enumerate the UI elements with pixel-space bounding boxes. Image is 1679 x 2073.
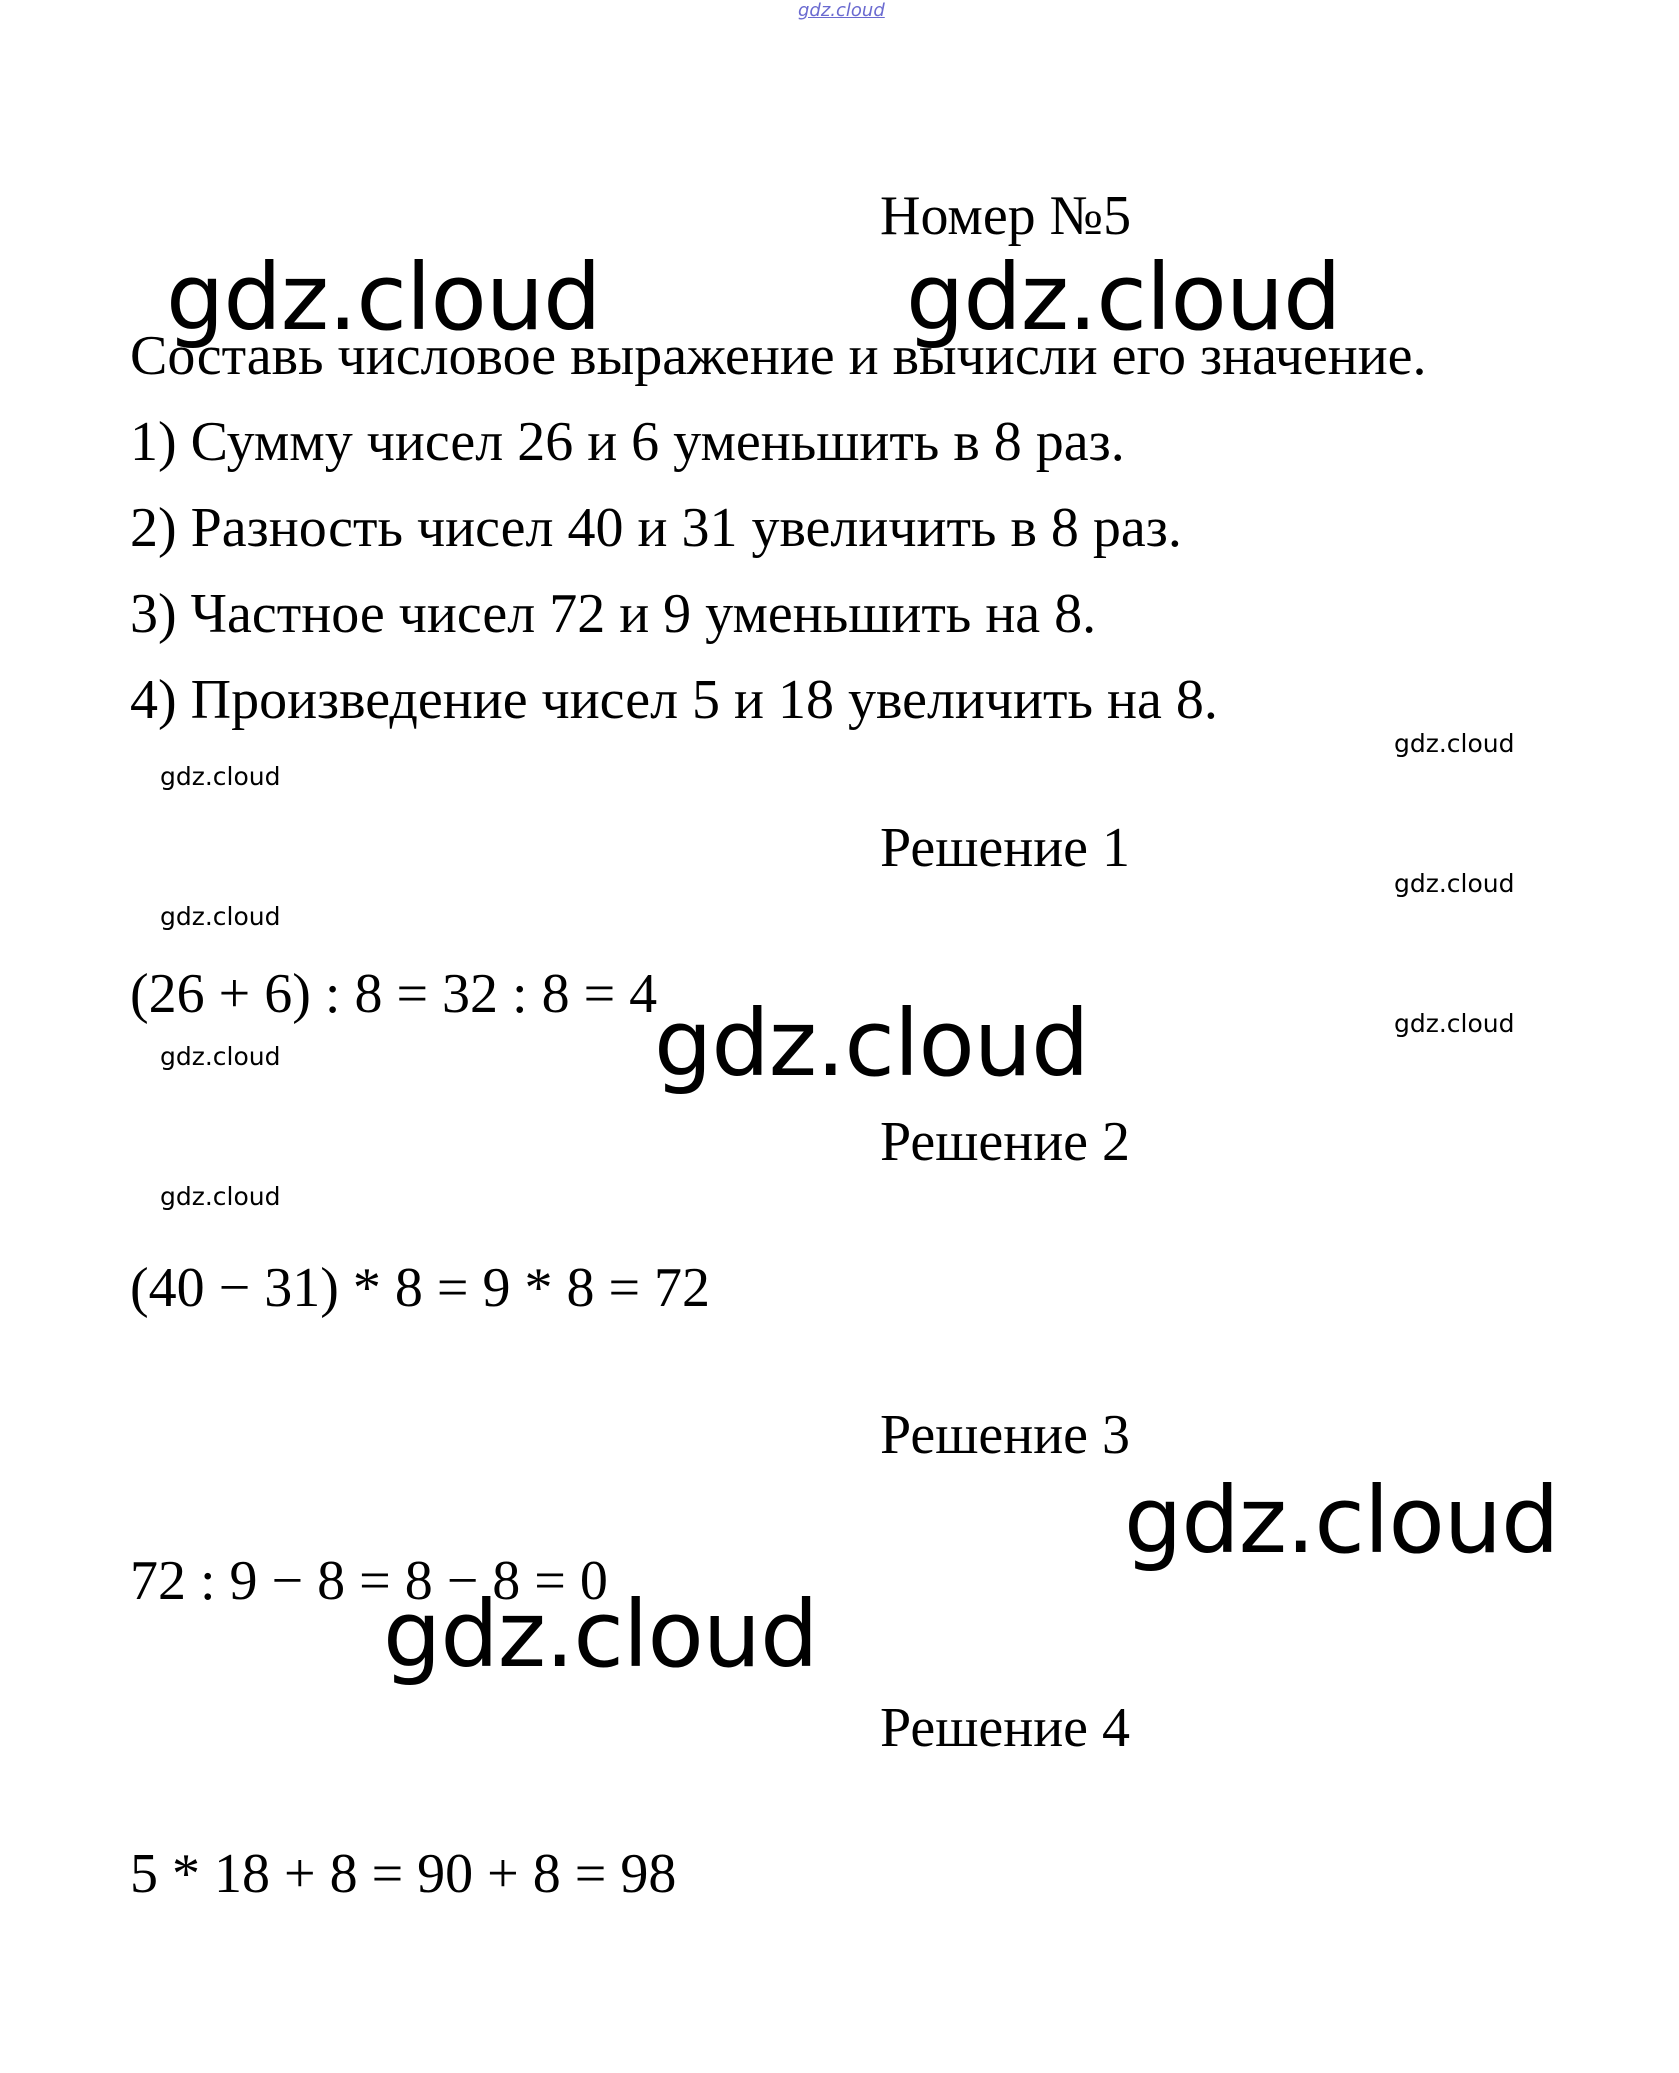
watermark: gdz.cloud [1394,729,1515,758]
source-link[interactable]: gdz.cloud [798,0,885,21]
task-item: 3) Частное чисел 72 и 9 уменьшить на 8. [130,583,1097,645]
watermark: gdz.cloud [160,1182,281,1211]
solution-heading: Решение 1 [880,817,1131,879]
watermark: gdz.cloud [654,990,1089,1097]
page-title: Номер №5 [880,185,1132,247]
watermark: gdz.cloud [1394,1009,1515,1038]
solution-heading: Решение 4 [880,1697,1131,1759]
solution-heading: Решение 2 [880,1111,1131,1173]
task-item: 1) Сумму чисел 26 и 6 уменьшить в 8 раз. [130,411,1125,473]
watermark: gdz.cloud [383,1581,818,1688]
watermark: gdz.cloud [1124,1467,1559,1574]
solution-formula: (26 + 6) : 8 = 32 : 8 = 4 [130,963,658,1025]
watermark: gdz.cloud [160,762,281,791]
watermark: gdz.cloud [906,244,1341,351]
solution-formula: 72 : 9 − 8 = 8 − 8 = 0 [130,1550,608,1612]
watermark: gdz.cloud [1394,869,1515,898]
watermark: gdz.cloud [160,902,281,931]
watermark: gdz.cloud [160,1042,281,1071]
task-item: 2) Разность чисел 40 и 31 увеличить в 8 раз. [130,497,1182,559]
solution-formula: 5 * 18 + 8 = 90 + 8 = 98 [130,1843,677,1905]
watermark: gdz.cloud [166,244,601,351]
solution-heading: Решение 3 [880,1404,1131,1466]
task-prompt: Составь числовое выражение и вычисли его значение. [130,325,1427,387]
solution-formula: (40 − 31) * 8 = 9 * 8 = 72 [130,1257,711,1319]
task-item: 4) Произведение чисел 5 и 18 увеличить на 8. [130,669,1218,731]
